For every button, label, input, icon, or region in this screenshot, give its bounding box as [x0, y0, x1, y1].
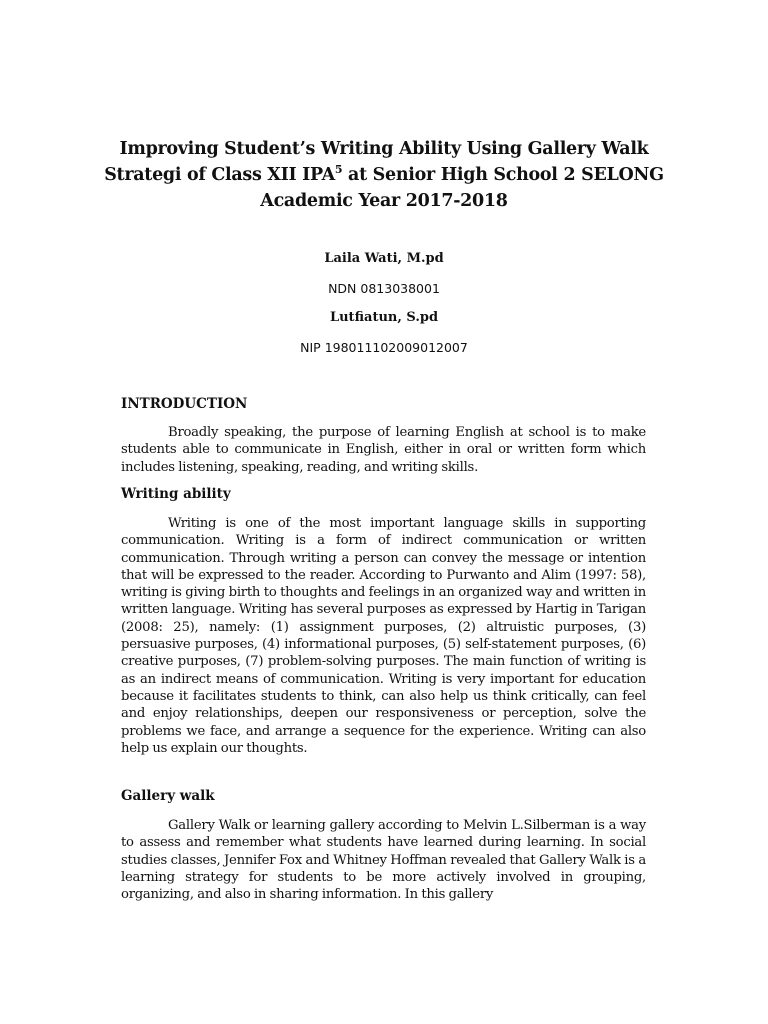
writing-ability-paragraph: Writing is one of the most important language skills in supporting communication. Writing is a form of indirect communication or written communication. Through writing a person can convey the message or intention that will be expressed to the reader. According to Purwanto and Alim (1997: 58), writing is giving birth to thoughts and feelings in an organized way and written in written language. Writing has several purposes as expressed by Hartig in Tarigan (2008: 25), namely: (1) assignment purposes, (2) altruistic purposes, (3) persuasive purposes, (4) informational purposes, (5) self-statement purposes, (6) creative purposes, (7) problem-solving purposes. The main function of writing is as an indirect means of communication. Writing is very important for education because it facilitates students to think, can also help us think critically, can feel and enjoy relationships, deepen our responsiveness or perception, solve the problems we face, and arrange a sequence for the experience. Writing can also help us explain our thoughts. — [121, 516, 646, 756]
section-heading-gallery-walk: Gallery walk — [121, 788, 215, 804]
gallery-walk-paragraph: Gallery Walk or learning gallery according to Melvin L.Silberman is a way to assess and remember what students have learned during learning. In social studies classes, Jennifer Fox and Whitney Hoffman revealed that Gallery Walk is a learning strategy for students to be more actively involved in grouping, organizing, and also in sharing information. In this gallery — [121, 818, 646, 903]
paper-title-part2: at Senior High School 2 SELONG Academic Year 2017-2018 — [260, 165, 664, 211]
author-id — [0, 340, 768, 355]
author-name — [0, 310, 768, 325]
author-2-id: NIP 198011102009012007 — [300, 340, 468, 355]
author-id — [0, 281, 768, 296]
author-1-name: Laila Wati, M.pd — [324, 251, 444, 266]
author-2-name: Lutfiatun, S.pd — [329, 310, 439, 325]
author-name — [0, 251, 768, 266]
section-heading-introduction: INTRODUCTION — [121, 396, 248, 412]
paper-title — [100, 136, 668, 214]
section-heading-writing-ability: Writing ability — [121, 486, 231, 502]
introduction-paragraph: Broadly speaking, the purpose of learning English at school is to make students able to communicate in English, either in oral or written form which includes listening, speaking, reading, and writing skills. — [121, 425, 646, 475]
paper-title-part1: Improving Student’s Writing Ability Using Gallery Walk Strategi of Class XII IPA — [104, 139, 649, 185]
author-1-id: NDN 0813038001 — [328, 281, 440, 296]
paper-title-superscript: 5 — [334, 163, 343, 176]
